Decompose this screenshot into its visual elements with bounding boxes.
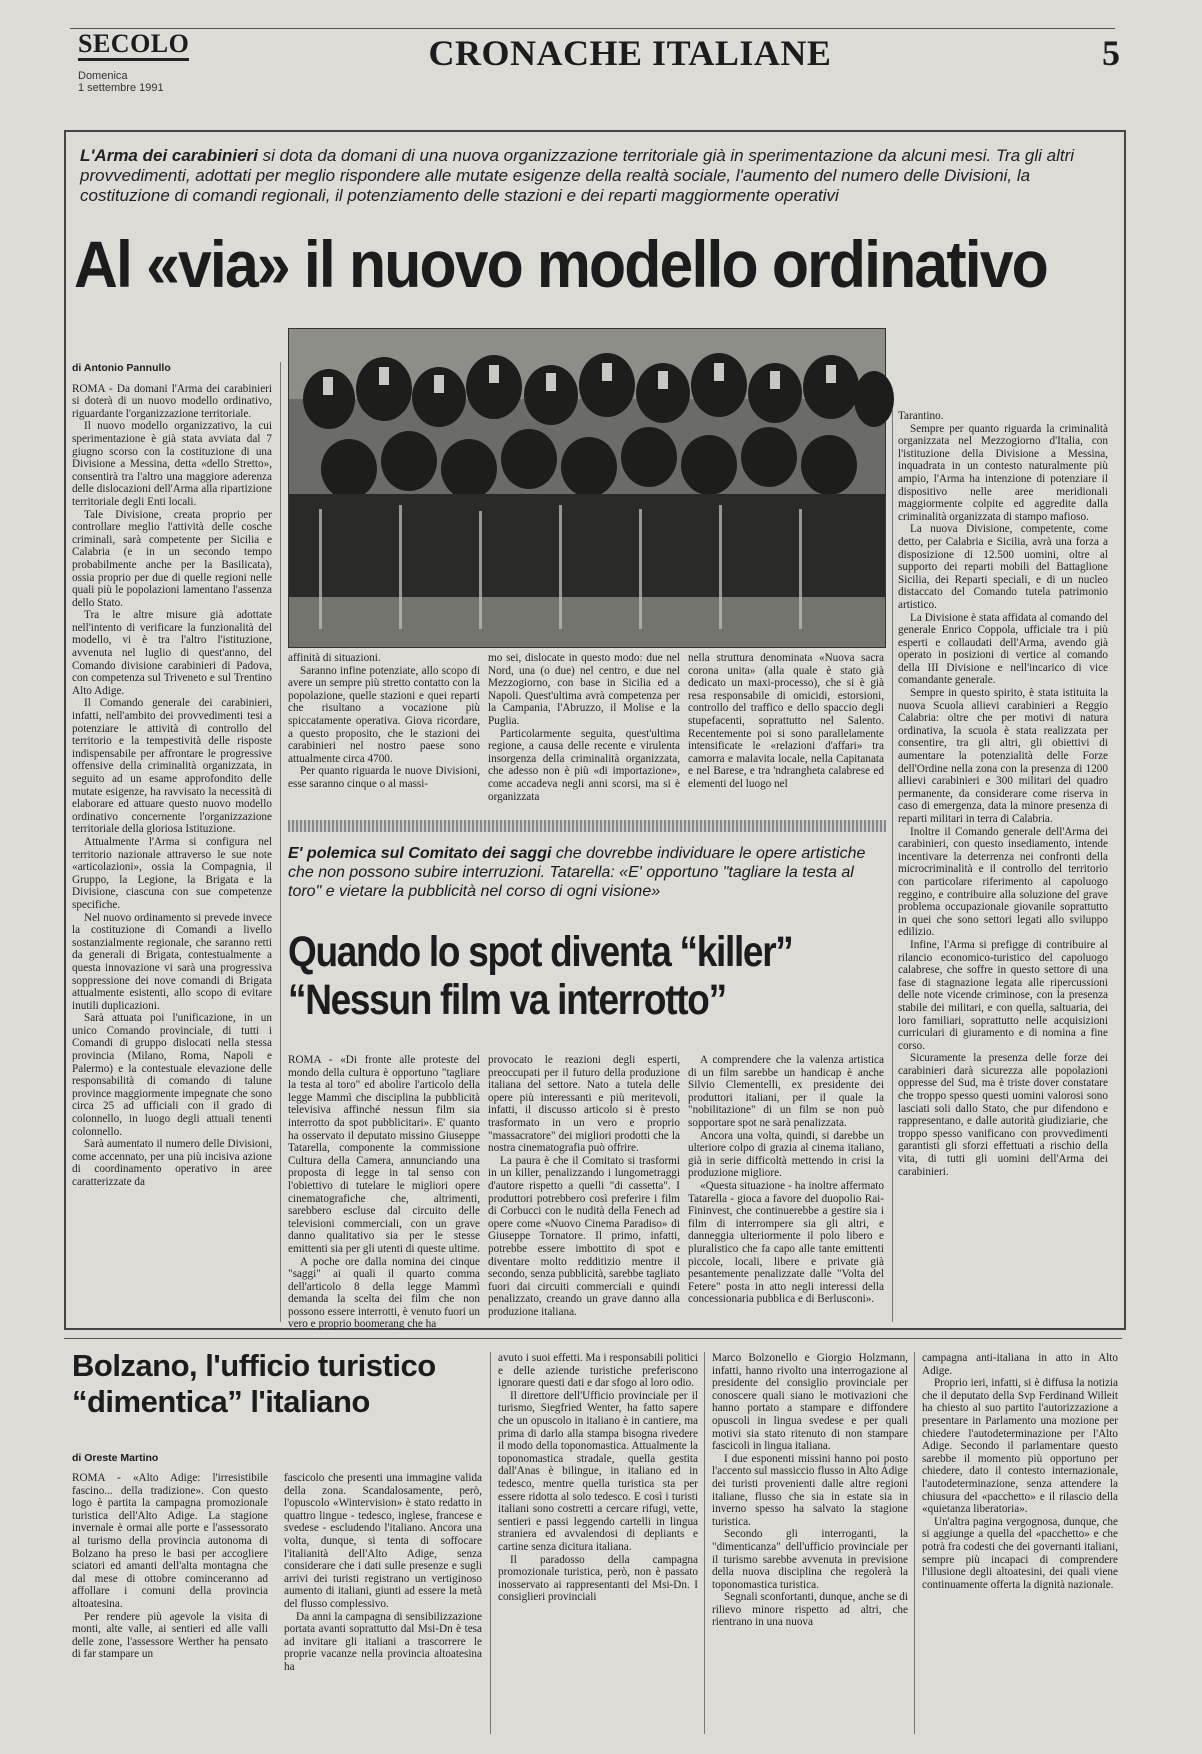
main-col5-p0: Tarantino. (898, 410, 944, 422)
bolzano-article-col1 (72, 1472, 268, 1734)
main-col5-p7: Sicuramente la presenza delle forze dei carabinieri darà sicurezza alle popolazioni oppresse del Sud, ma è triste dover constatare che troppo spesso questi uomini valorosi sono lasciati soli dallo Stato, che pur difendono e rappresentano, e dalle autorità giudiziarie, che troppo spesso vanificano con provvedimenti garantisti gli sforzi effettuati a rischio della vita, di tutti gli uomini dell'Arma dei carabinieri. (898, 1052, 1108, 1178)
bz-col2-p0: fascicolo che presenti una immagine valida della zona. Scandalosamente, però, l'opuscolo «Wintervision» è stato redatto in quattro lingue - tedesco, inglese, francese e svedese - escludendo l'italiano. Ancora una volta, dunque, si tenta di soffocare l'italianità dell'Alto Adige, senza considerare che i dati sulle presenze e sugli arrivi dei turisti registrano un vertiginoso aumento di italiani, giunti ad essere la metà del flusso complessivo. (284, 1472, 482, 1610)
main-col1-p5: Attualmente l'Arma si configura nel territorio nazionale attraverso le sue note «articolazioni», ossia la Compagnia, il Gruppo, la Legione, la Brigata e la Divisione, ciascuna con sue competenze specifiche. (72, 835, 272, 911)
spot-col2-p1: La paura è che il Comitato si trasformi in un killer, penalizzando i lungometraggi d'autore rispetto a quelli "di cassetta". I produttori potrebbero così preferire i film di Corbucci con le nudità della Fenech ad opere come «Nuovo Cinema Paradiso» di Giuseppe Tornatore. Il primo, infatti, potrebbe essere imbottito di spot e diventare molto redditizio mentre il secondo, senza pubblicità, sarebbe tagliato fuori dai circuiti commerciali e quindi penalizzato, creando un grave danno alla produzione italiana. (488, 1154, 680, 1318)
main-lead-rest: si dota da domani di una nuova organizzazione territoriale già in sperimentazione da alcuni mesi. Tra gli altri provvedimenti, adottati per meglio rispondere alle mutate esigenze della realtà sociale, l'aumento del numero delle Divisioni, la costituzione di comandi regionali, il potenziamento delle stazioni e dei reparti maggiormente operativi (80, 146, 1075, 205)
main-col5-p3: La Divisione è stata affidata al comando del generale Enrico Coppola, ufficiale tra i più esperti e collaudati dell'Arma, avendo già operato in posizioni di vertice al comando della III Divisione e nell'incarico di vice comandante generale. (898, 611, 1108, 687)
spot-article-headline (288, 928, 804, 1024)
spot-headline-line1: Quando lo spot diventa “killer” (288, 928, 793, 976)
spot-article-lead (288, 844, 888, 901)
main-article-headline: Al «via» il nuovo modello ordinativo (74, 227, 1047, 301)
bz-col5-p1: Proprio ieri, infatti, si è diffusa la notizia che il deputato della Svp Ferdinand Willeit ha chiesto al suo partito l'autorizzazione a presentare in Parlamento una mozione per chiedere l'autodeterminazione per l'Alto Adige. Secondo il parlamentare questo sarebbe il momento più opportuno per chiedere, dato il contesto internazionale, l'autodeterminazione, senza attendere la chiusura del «pacchetto» e il rilascio della «quietanza liberatoria». (922, 1377, 1118, 1516)
dateline (78, 70, 164, 94)
spot-article-col1 (288, 1054, 481, 1331)
main-article-lead (80, 146, 1100, 206)
column-rule (280, 362, 281, 1322)
parade-photo-image (289, 329, 885, 647)
main-col3-p0: mo sei, dislocate in questo modo: due nel Nord, una (o due) nel centro, e due nel Mezzogiorno, con base in Sicilia ed a Napoli. Quest'ultima avrà competenza per la Campania, l'Abruzzo, il Molise e la Puglia. (488, 652, 680, 727)
section-title: CRONACHE ITALIANE (428, 33, 832, 73)
masthead (70, 22, 1120, 102)
bz-col5-p0: campagna anti-italiana in atto in Alto Adige. (922, 1352, 1118, 1377)
dateline-date: 1 settembre 1991 (78, 82, 164, 94)
bz-col4-p2: Secondo gli interroganti, la "dimenticanza" dell'ufficio provinciale per il turismo sarebbe avvenuta in previsione della nuova disciplina che regolerà la toponomastica turistica. (712, 1528, 908, 1591)
spot-col1-p1: A poche ore dalla nomina dei cinque "saggi" ai quali il quarto comma dell'articolo 8 della legge Mammì demanda la scelta dei film che non possono essere interrotti, è venuto fuori un vero e proprio boomerang che ha (288, 1255, 480, 1331)
main-col5-p6: Infine, l'Arma si prefigge di contribuire al rilancio economico-turistico del capoluogo calabrese, che soffre in questo settore di una fase di stagnazione legata alle ripercussioni delle note vicende criminose, con la presenza stabile dei militari, e con quella, saltuaria, dei loro familiari, soprattutto nelle acquisizioni curriculari di giuramento e di nomina a fine corso. (898, 938, 1108, 1052)
main-lead-bold: L'Arma dei carabinieri (80, 146, 258, 165)
bz-col4-p1: I due esponenti missini hanno poi posto l'accento sul massiccio flusso in Alto Adige dei turisti provenienti dalle altre regioni italiane, flusso che sia in estate sia in inverno spesso ha salvato la stagione turistica. (712, 1452, 908, 1528)
column-rule (914, 1352, 915, 1734)
main-col5-p1: Sempre per quanto riguarda la criminalità organizzata nel Mezzogiorno d'Italia, con l'istituzione della Divisione a Messina, inquadrata in un contesto naturalmente più ampio, l'Arma ha intenzione di potenziare il dispositivo nelle aree meridionali maggiormente colpite ed aggredite dalla criminalità organizzata di stampo mafioso. (898, 422, 1108, 523)
main-article-col5 (898, 410, 1108, 1322)
bz-col3-p0: avuto i suoi effetti. Ma i responsabili politici e delle aziende turistiche preferiscono ignorare questi dati e dar sfogo al loro odio. (498, 1352, 698, 1390)
main-article-col1 (72, 362, 272, 1322)
main-article-col2 (288, 652, 480, 802)
main-article-col3 (488, 652, 680, 802)
spot-article-col3 (688, 1054, 884, 1322)
main-col3-p1: Particolarmente seguita, quest'ultima regione, a causa delle recente e virulenta insorgenza della criminalità organizzata, che adesso non è più «di importazione», come accadeva negli anni scorsi, ma si è organizzata (488, 727, 680, 803)
main-col4-p0: nella struttura denominata «Nuova sacra corona unita» (alla quale è stato già dedicato un maxi-processo), che si è già resa responsabile di omicidi, estorsioni, controllo del traffico e dello spaccio degli stupefacenti, soprattutto nel Salento. Recentemente poi si sono parallelamente intensificate le «relazioni d'affari» tra camorra e malavita locale, nella Capitanata e nel Barese, e tra 'ndrangheta calabrese ed elementi del luogo nel (688, 652, 884, 790)
bolzano-article-col3 (498, 1352, 698, 1734)
carabinieri-parade-photo (288, 328, 886, 648)
main-col1-p3: Tra le altre misure già adottate nell'intento di verificare la funzionalità del modello, vi è tra l'altro l'istituzione, avvenuta nel luglio di quest'anno, del Comando divisione carabinieri di Padova, con competenza sul Triveneto e sul Trentino Alto Adige. (72, 609, 272, 697)
bolzano-article-col4 (712, 1352, 908, 1734)
main-col1-p2: Tale Divisione, creata proprio per controllare meglio l'attività delle cosche criminali, sarà competente per Sicilia e Calabria (e in un secondo tempo probabilmente anche per la Basilicata), ossia proprio per due di quelle regioni nelle quali più le popolazioni lamentano l'assenza dello Stato. (72, 508, 272, 609)
bz-col4-p3: Segnali sconfortanti, dunque, anche se di rilievo minore rispetto ad altri, che rientrano in una nuova (712, 1591, 908, 1629)
bolzano-article-headline: Bolzano, l'ufficio turistico “dimentica” l'italiano (72, 1348, 436, 1419)
main-col2-p2: Per quanto riguarda le nuove Divisioni, esse saranno cinque o al massi- (288, 765, 480, 790)
bz-col1-p0: ROMA - «Alto Adige: l'irresistibile fascino... della tradizione». Con questo logo è partita la campagna promozionale turistica dell'Alto Adige. La stagione invernale è ormai alle porte e l'assessorato al turismo della provincia autonoma di Bolzano ha preso le basi per accogliere sciatori ed amanti dell'alta montagna che dal mese di ottobre cominceranno ad affollare i comuni della provincia altoatesina. (72, 1472, 268, 1610)
main-col1-p0: ROMA - Da domani l'Arma dei carabinieri si doterà di un nuovo modello ordinativo, riguardante l'organizzazione territoriale. (72, 382, 272, 420)
main-col2-p0: affinità di situazioni. (288, 652, 381, 664)
bz-col1-p1: Per rendere più agevole la visita di monti, alte valle, ai sentieri ed alle valli delle zone, l'assessore Werther ha pensato di far stampare un (72, 1610, 268, 1661)
bolzano-article-byline: di Oreste Martino (72, 1452, 159, 1464)
spot-col3-p2: «Questa situazione - ha inoltre affermato Tatarella - gioca a favore del duopolio Rai-Fininvest, che continuerebbe a gestire sia i film di interrompere sia gli altri, e danneggia ulteriormente il polo libero e pluralistico che fa capo alle tante emittenti piccole, locali, libere e private già pesantemente penalizzate dalle "Volta del Fetere" posta in atto negli interessi della concessionaria pubblica e di Berlusconi». (688, 1179, 884, 1306)
spot-col3-p1: Ancora una volta, quindi, si darebbe un ulteriore colpo di grazia al cinema italiano, già in serie difficoltà mettendo in crisi la produzione migliore. (688, 1129, 884, 1180)
spot-article-col2 (488, 1054, 680, 1322)
main-col1-p7: Sarà attuata poi l'unificazione, in un unico Comando provinciale, di tutti i Comandi di gruppo dislocati nella stessa provincia (Milano, Roma, Napoli e Palermo) e la contestuale elevazione delle responsabilità di comando di talune province maggiormente impegnate che sono circa 25 ad ufficiali con il grado di colonnello, in luogo degli attuali tenenti colonnello. (72, 1012, 272, 1138)
main-col5-p2: La nuova Divisione, competente, come detto, per Calabria e Sicilia, avrà una forza a disposizione di 12.500 uomini, oltre al supporto dei reparti mobili del Battaglione Sicilia, dei Reparti speciali, e di un nucleo distaccato del Comando tutela patrimonio artistico. (898, 523, 1108, 611)
column-rule (704, 1352, 705, 1734)
bz-col2-p1: Da anni la campagna di sensibilizzazione portata avanti soprattutto dal Msi-Dn è tesa ad invitare gli italiani a trascorrere le proprie vacanze nella provincia altoatesina ha (284, 1610, 482, 1673)
bottom-rule (64, 1338, 1122, 1339)
main-article-col4 (688, 652, 884, 802)
page-number: 5 (1102, 33, 1120, 73)
bz-col5-p2: Un'altra pagina vergognosa, dunque, che si aggiunge a quella del «pacchetto» e che potrà fra codesti che dei governanti italiani, sempre più incapaci di comprendere l'illusione degli altoatesini, dei quali viene continuamente offerta la dignità nazionale. (922, 1515, 1118, 1591)
spot-headline-line2: “Nessun film va interrotto” (288, 976, 726, 1024)
main-col1-p6: Nel nuovo ordinamento si prevede invece la costituzione di Comandi a livello sostanzialmente regionale, che saranno retti da generali di Brigata, contestualmente a questa innovazione vi sarà una progressiva soppressione dei nove comandi di Brigata attualmente esistenti, allo scopo di evitare inutili duplicazioni. (72, 911, 272, 1012)
main-col1-p8: Sarà aumentato il numero delle Divisioni, come accennato, per una più incisiva azione di coordinamento operativo in aree caratterizzate da (72, 1138, 272, 1188)
bz-col4-p0: Marco Bolzonello e Giorgio Holzmann, infatti, hanno rivolto una interrogazione al presidente del consiglio provinciale per conoscere quali siano le motivazioni che hanno portato a stampare e diffondere opuscoli in lingua svedese e per quali motivi sia stato ritenuto di non stampare fascicoli in lingua italiana. (712, 1352, 908, 1453)
spot-lead-rest: che dovrebbe individuare le opere artistiche che non possono subire interruzioni. Tatarella: «E' opportuno "tagliare la testa al toro" e vietare la pubblicità nel corso di ogni visione» (288, 845, 866, 900)
section-divider (288, 820, 886, 832)
spot-col3-p0: A comprendere che la valenza artistica di un film sarebbe un handicap è anche Silvio Clementelli, ex presidente dei produttori italiani, per il quale la "nobilitazione" di un film se non può sopportare spot ne sarà penalizzata. (688, 1054, 884, 1129)
column-rule (892, 410, 893, 1322)
main-article-byline: di Antonio Pannullo (72, 362, 171, 374)
main-article-box (64, 130, 1126, 1330)
main-col1-p1: Il nuovo modello organizzativo, la cui sperimentazione è già stata avviata dal 7 giugno scorso con la costituzione di una Divisione a Messina, detta «dello Stretto», consentirà tra l'altro una maggiore aderenza delle dislocazioni dell'Arma alla ripartizione territoriale degli Enti locali. (72, 420, 272, 508)
dateline-day: Domenica (78, 70, 128, 82)
column-rule (490, 1352, 491, 1734)
main-col2-p1: Saranno infine potenziate, allo scopo di avere un sempre più stretto contatto con la popolazione, quelle stazioni e quei reparti che risultano a vocazione più spiccatamente operativa. Giova ricordare, a questo proposito, che le stazioni dei carabinieri nel nostro paese sono attualmente circa 4700. (288, 664, 480, 765)
bz-col3-p1: Il direttore dell'Ufficio provinciale per il turismo, Siegfried Wenter, ha fatto sapere che un opuscolo in italiano è in cantiere, ma prima di darlo alla stampa bisogna rivedere il modo della toponomastica. Attualmente la toponomastica stradale, quella gestita dall'Anas è bilingue, in italiano ed in tedesco, mentre quella turistica sta per essere ridotta al solo tedesco. E così i turisti italiani sono costretti a cercare rifugi, vette, sentieri e passi leggendo cartelli in lingua straniera ed avvalendosi di depliants e cartine senza dicitura italiana. (498, 1389, 698, 1553)
spot-col1-p0: ROMA - «Di fronte alle proteste del mondo della cultura è opportuno "tagliare la testa al toro" ed abolire l'articolo della legge Mammì che disciplina la pubblicità televisiva affinché nessun film sia interrotto da spot pubblicitari». E' quanto ha osservato il deputato missino Giuseppe Tatarella, componente la commissione Cultura della Camera, annunciando una proposta di legge in tal senso con l'obiettivo di tutelare le migliori opere cinematografiche che, altrimenti, sarebbero escluse dal circuito delle televisioni commerciali, con un grave danno qualitativo sia per le stesse emittenti sia per gli utenti di queste ultime. (288, 1054, 481, 1255)
masthead-rule (70, 28, 1115, 29)
spot-lead-bold: E' polemica sul Comitato dei saggi (288, 845, 552, 862)
newspaper-logo: SECOLO (78, 30, 189, 61)
bolzano-article-col5 (922, 1352, 1118, 1734)
bz-col3-p2: Il paradosso della campagna promozionale turistica, però, non è passato inosservato ai rappresentanti del Msi-Dn. I consiglieri provinciali (498, 1553, 698, 1604)
spot-col2-p0: provocato le reazioni degli esperti, preoccupati per il futuro della produzione italiana del settore. Nato a tutela delle opere più interessanti e più meritevoli, infatti, il discusso articolo si è presto trasformato in un vero e proprio "massacratore" dei migliori prodotti che la nostra cinematografia può offrire. (488, 1054, 680, 1155)
main-col5-p4: Sempre in questo spirito, è stata istituita la nuova Scuola allievi carabinieri a Reggio Calabria: oltre che per motivi di natura ordinativa, la scuola è stata realizzata per consentire, tra gli altri, gli obiettivi di aumentare la potenzialità delle Forze dell'Ordine nella zona con la presenza di 1200 allievi carabinieri e 300 militari del quadro permanente, da considerare come riserva in caso di emergenza, data la minore presenza di reparti militari in terra di Calabria. (898, 687, 1108, 825)
bolzano-article-col2 (284, 1472, 482, 1734)
main-col1-p4: Il Comando generale dei carabinieri, infatti, nell'ambito dei provvedimenti tesi a potenziare le attività di controllo del territorio e la tempestività delle risposte indispensabile per affrontare le progressive offensive della criminalità organizzata, in seguito ad un esame approfondito delle mutate esigenze, ha ravvisato la necessità di elaborare ed attuare questo nuovo modello ordinativo concernente l'organizzazione territoriale della gloriosa Istituzione. (72, 697, 272, 836)
main-col5-p5: Inoltre il Comando generale dell'Arma dei carabinieri, con questo insediamento, intende incentivare la deterrenza nei confronti della microcriminalità e il controllo del territorio con particolare riferimento al capoluogo reggino, e contribuire alla soluzione del grave problema occupazionale giovanile soprattutto in quei che sono settori legati allo sviluppo edilizio. (898, 825, 1108, 939)
